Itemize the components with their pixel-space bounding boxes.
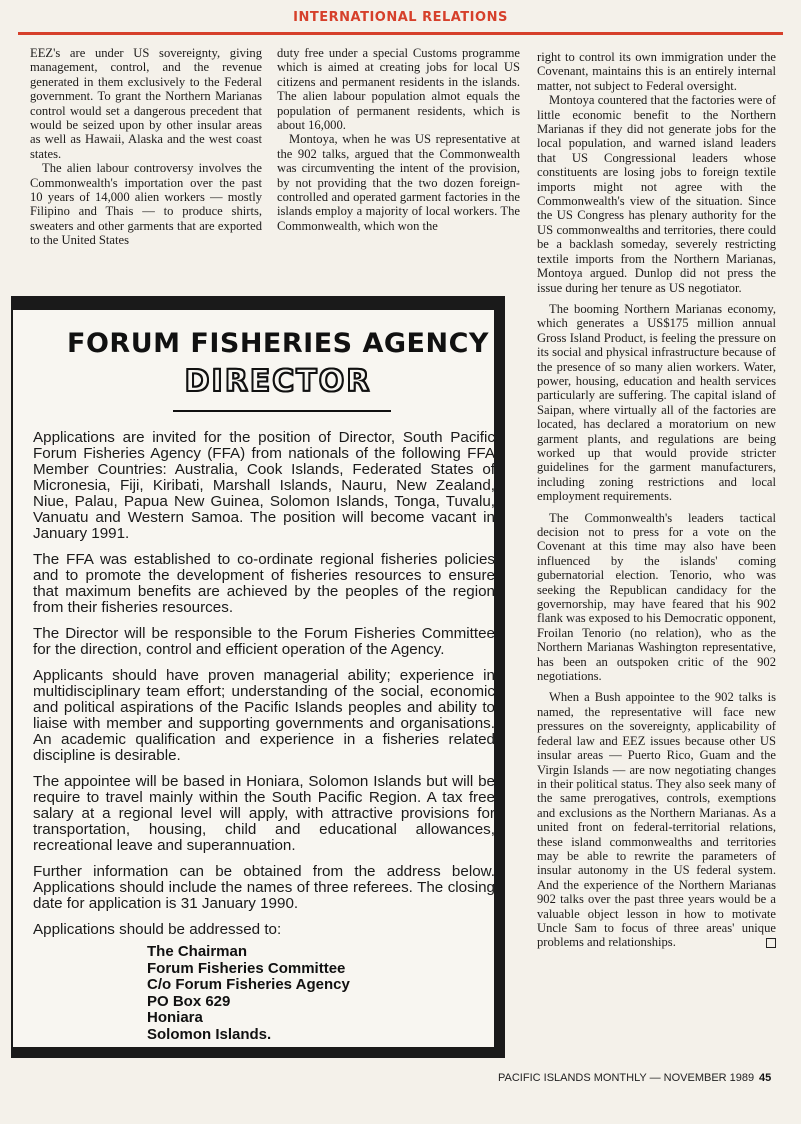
address-line: Honiara bbox=[147, 1009, 203, 1026]
ad-paragraph: The appointee will be based in Honiara, Solomon Islands but will be require to travel mainly within the South Pacific Region. A tax free salary at a regional level will apply, with attractive provisions for transportation, housing, child and educational allowances, recreational leave and superannuation. bbox=[33, 773, 495, 854]
header-rule bbox=[18, 32, 783, 35]
page-number: 45 bbox=[759, 1072, 772, 1084]
ad-border-right bbox=[494, 298, 503, 1056]
article-paragraph: Montoya countered that the factories were of little economic benefit to the Northern Marianas if they did not generate jobs for the local population, and warned island leaders that US Congressional leaders whose constituents are losing jobs to foreign textile imports might not agree with the Commonwealth's view of the situation. Since the US Congress has plenary authority for the US commonwealths and territories, there could be a backlash someday, severely restricting textile imports from the Northern Marianas, Montoya argued. Dunlop did not press the issue during her tenure as US negotiator. bbox=[537, 93, 776, 295]
ad-subtitle: DIRECTOR bbox=[184, 364, 372, 399]
ad-paragraph: The Director will be responsible to the Forum Fisheries Committee for the direction, control and efficient operation of the Agency. bbox=[33, 625, 495, 658]
section-title: INTERNATIONAL RELATIONS bbox=[293, 10, 508, 25]
ad-address-block bbox=[147, 944, 350, 1043]
job-advertisement bbox=[11, 296, 505, 1058]
ad-title: FORUM FISHERIES AGENCY bbox=[67, 328, 489, 359]
article-paragraph: EEZ's are under US sovereignty, giving management, control, and the revenue generated in them exclusively to the Federal government. To grant the Northern Marianas control would set a dangerous precedent that would be seized upon by other insular areas as well as Hawaii, Alaska and the west coast states. bbox=[30, 46, 262, 161]
article-column-2 bbox=[277, 46, 520, 233]
article-paragraph bbox=[537, 690, 776, 949]
article-paragraph: The Commonwealth's leaders tactical decision not to press for a vote on the Covenant at this time may also have been influenced by the islands' coming gubernatorial election. Tenorio, who was seeking the Republican candidacy for the governorship, may have feared that his 902 flank was exposed to his Democratic opponent, Froilan Tenorio (no relation), who as the Northern Marianas Washington representative, has been an outspoken critic of the 902 negotiations. bbox=[537, 510, 776, 684]
address-line: PO Box 629 bbox=[147, 992, 231, 1010]
address-line: Solomon Islands. bbox=[147, 1025, 272, 1043]
ad-border-bottom bbox=[13, 1047, 503, 1056]
ad-paragraph: The FFA was established to co-ordinate regional fisheries policies and to promote the development of fisheries resources to ensure that maximum benefits are achieved by the peoples of the region from their fisheries resources. bbox=[33, 551, 495, 616]
article-paragraph: right to control its own immigration under the Covenant, maintains this is an entirely internal matter, not subject to Federal oversight. bbox=[537, 50, 776, 93]
ad-paragraph: Applications should be addressed to: bbox=[33, 921, 282, 938]
article-column-1 bbox=[30, 46, 262, 248]
end-of-article-mark bbox=[766, 938, 776, 948]
article-paragraph-text: When a Bush appointee to the 902 talks is named, the representative will face new pressures on the sovereignty, applicability of federal law and EEZ issues because other US insular areas — Puerto Rico, Guam and the Virgin Islands — are now negotiating changes in their political status. They also seek many of the same prerogatives, controls, exemptions and exclusions as the Northern Marianas. As a united front on federal-territorial relations, these island commonwealths and territories may be able to rewrite the parameters of insular autonomy in the US federal system. And the experience of the Northern Marianas 902 talks over the past three years would be a valuable object lesson in how to motivate Uncle Sam to focus of three areas' unique problems and relationships. bbox=[537, 690, 776, 950]
ad-divider bbox=[173, 410, 391, 412]
address-line: Forum Fisheries Committee bbox=[147, 959, 346, 977]
ad-paragraph: Applications are invited for the position of Director, South Pacific Forum Fisheries Agency (FFA) from nationals of the following FFA Member Countries: Australia, Cook Islands, Federated States of Micronesia, Fiji, Kiribati, Marshall Islands, Nauru, New Zealand, Niue, Palau, Papua New Guinea, Solomon Islands, Tonga, Tuvalu, Vanuatu and Western Samoa. The position will become vacant in January 1991. bbox=[33, 429, 495, 542]
article-paragraph: The alien labour controversy involves the Commonwealth's importation over the past 10 years of 14,000 alien workers — mostly Filipino and Thais — to produce shirts, sweaters and other garments that are exported to the United States bbox=[30, 161, 262, 248]
article-paragraph: The booming Northern Marianas economy, which generates a US$175 million annual Gross Island Product, is feeling the pressure on its social and physical infrastructure because of the presence of so many alien workers. Water, power, housing, education and health services particularly are suffering. The capital island of Saipan, where virtually all of the factories are located, has declared a moratorium on new garment plants, and regulations are being worked up that would provide stricter guidelines for the garment manufacturers, including zoning restrictions and local employment requirements. bbox=[537, 301, 776, 504]
article-paragraph: Montoya, when he was US representative at the 902 talks, argued that the Commonwealth was circumventing the intent of the provision, by not providing that the two dozen foreign-controlled and operated garment factories in the islands employ a majority of local workers. The Commonwealth, which won the bbox=[277, 132, 520, 233]
ad-paragraph: Further information can be obtained from the address below. Applications should include the names of three referees. The closing date for application is 31 January 1990. bbox=[33, 863, 495, 912]
section-header bbox=[0, 0, 801, 40]
address-line: The Chairman bbox=[147, 943, 248, 960]
article-column-3 bbox=[537, 50, 776, 950]
article-paragraph: duty free under a special Customs programme which is aimed at creating jobs for local US citizens and permanent residents in the islands. The alien labour population almot equals the population of permanent residents, which is about 16,000. bbox=[277, 46, 520, 133]
address-line: C/o Forum Fisheries Agency bbox=[147, 976, 350, 993]
publication-footer: PACIFIC ISLANDS MONTHLY — NOVEMBER 1989 bbox=[498, 1072, 755, 1084]
ad-border-top bbox=[13, 298, 503, 310]
ad-paragraph: Applicants should have proven managerial ability; experience in multidisciplinary team effort; understanding of the social, economic and political aspirations of the Pacific Islands peoples and ability to liaise with member and supporting governments and organisations. An academic qualification and experience in a fisheries related discipline is desirable. bbox=[33, 667, 495, 764]
ad-body bbox=[33, 430, 495, 948]
